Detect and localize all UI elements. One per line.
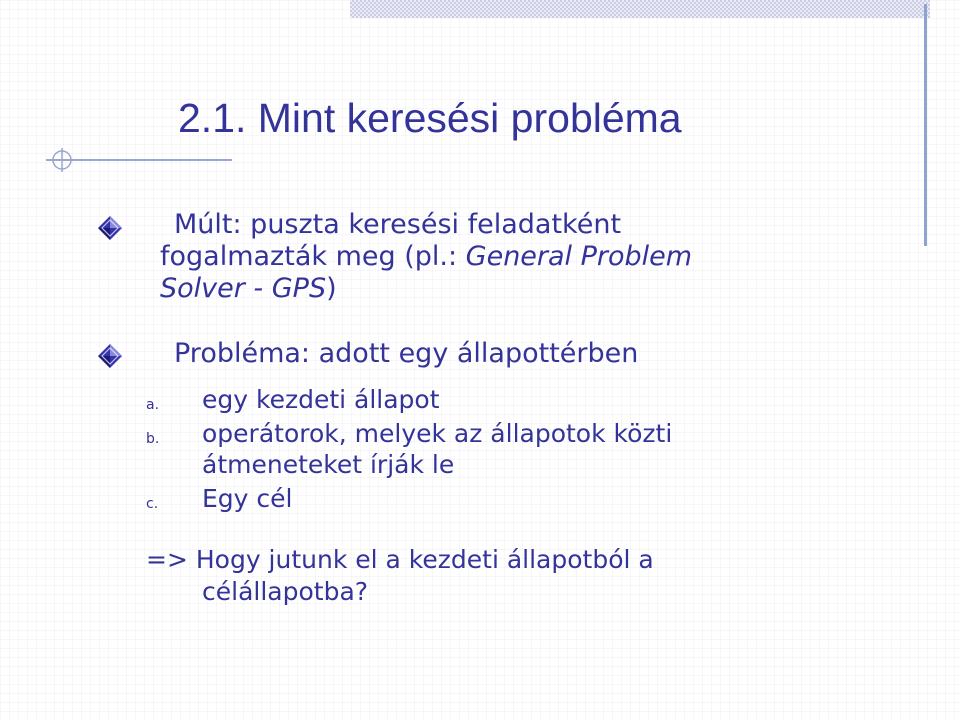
right-vertical-line	[924, 4, 927, 246]
bullet-problem	[160, 338, 770, 370]
list-marker: b.	[146, 430, 160, 447]
list-item	[146, 418, 766, 481]
list-item	[146, 483, 766, 515]
crosshair-decoration-icon	[50, 148, 74, 172]
problem-components-list	[146, 384, 766, 516]
slide-title: 2.1. Mint keresési probléma	[178, 95, 682, 141]
list-marker: c.	[146, 495, 159, 512]
bullet-past-italic: General Problem Solver - GPS	[160, 241, 693, 305]
bullet-past	[160, 209, 770, 305]
conclusion-arrow: =>	[146, 545, 188, 574]
list-marker: a.	[146, 397, 160, 413]
bullet-past-tail: )	[326, 273, 337, 305]
diamond-bullet-icon	[96, 214, 124, 242]
conclusion	[146, 544, 786, 607]
list-item	[146, 384, 766, 416]
conclusion-line2: célállapotba?	[202, 576, 369, 606]
bullet-problem-text: Probléma: adott egy állapottérben	[174, 338, 639, 369]
conclusion-line1: Hogy jutunk el a kezdeti állapotból a	[187, 545, 654, 574]
top-pattern-bar	[350, 0, 930, 18]
bullet-past-text: Múlt: puszta keresési feladatként fogalmazták meg (pl.:	[160, 209, 622, 273]
list-item-text: egy kezdeti állapot	[202, 385, 440, 414]
list-item-text: Egy cél	[202, 483, 293, 513]
diamond-bullet-icon	[96, 342, 124, 370]
list-item-text: operátorok, melyek az állapotok közti átmeneteket írják le	[202, 418, 673, 479]
